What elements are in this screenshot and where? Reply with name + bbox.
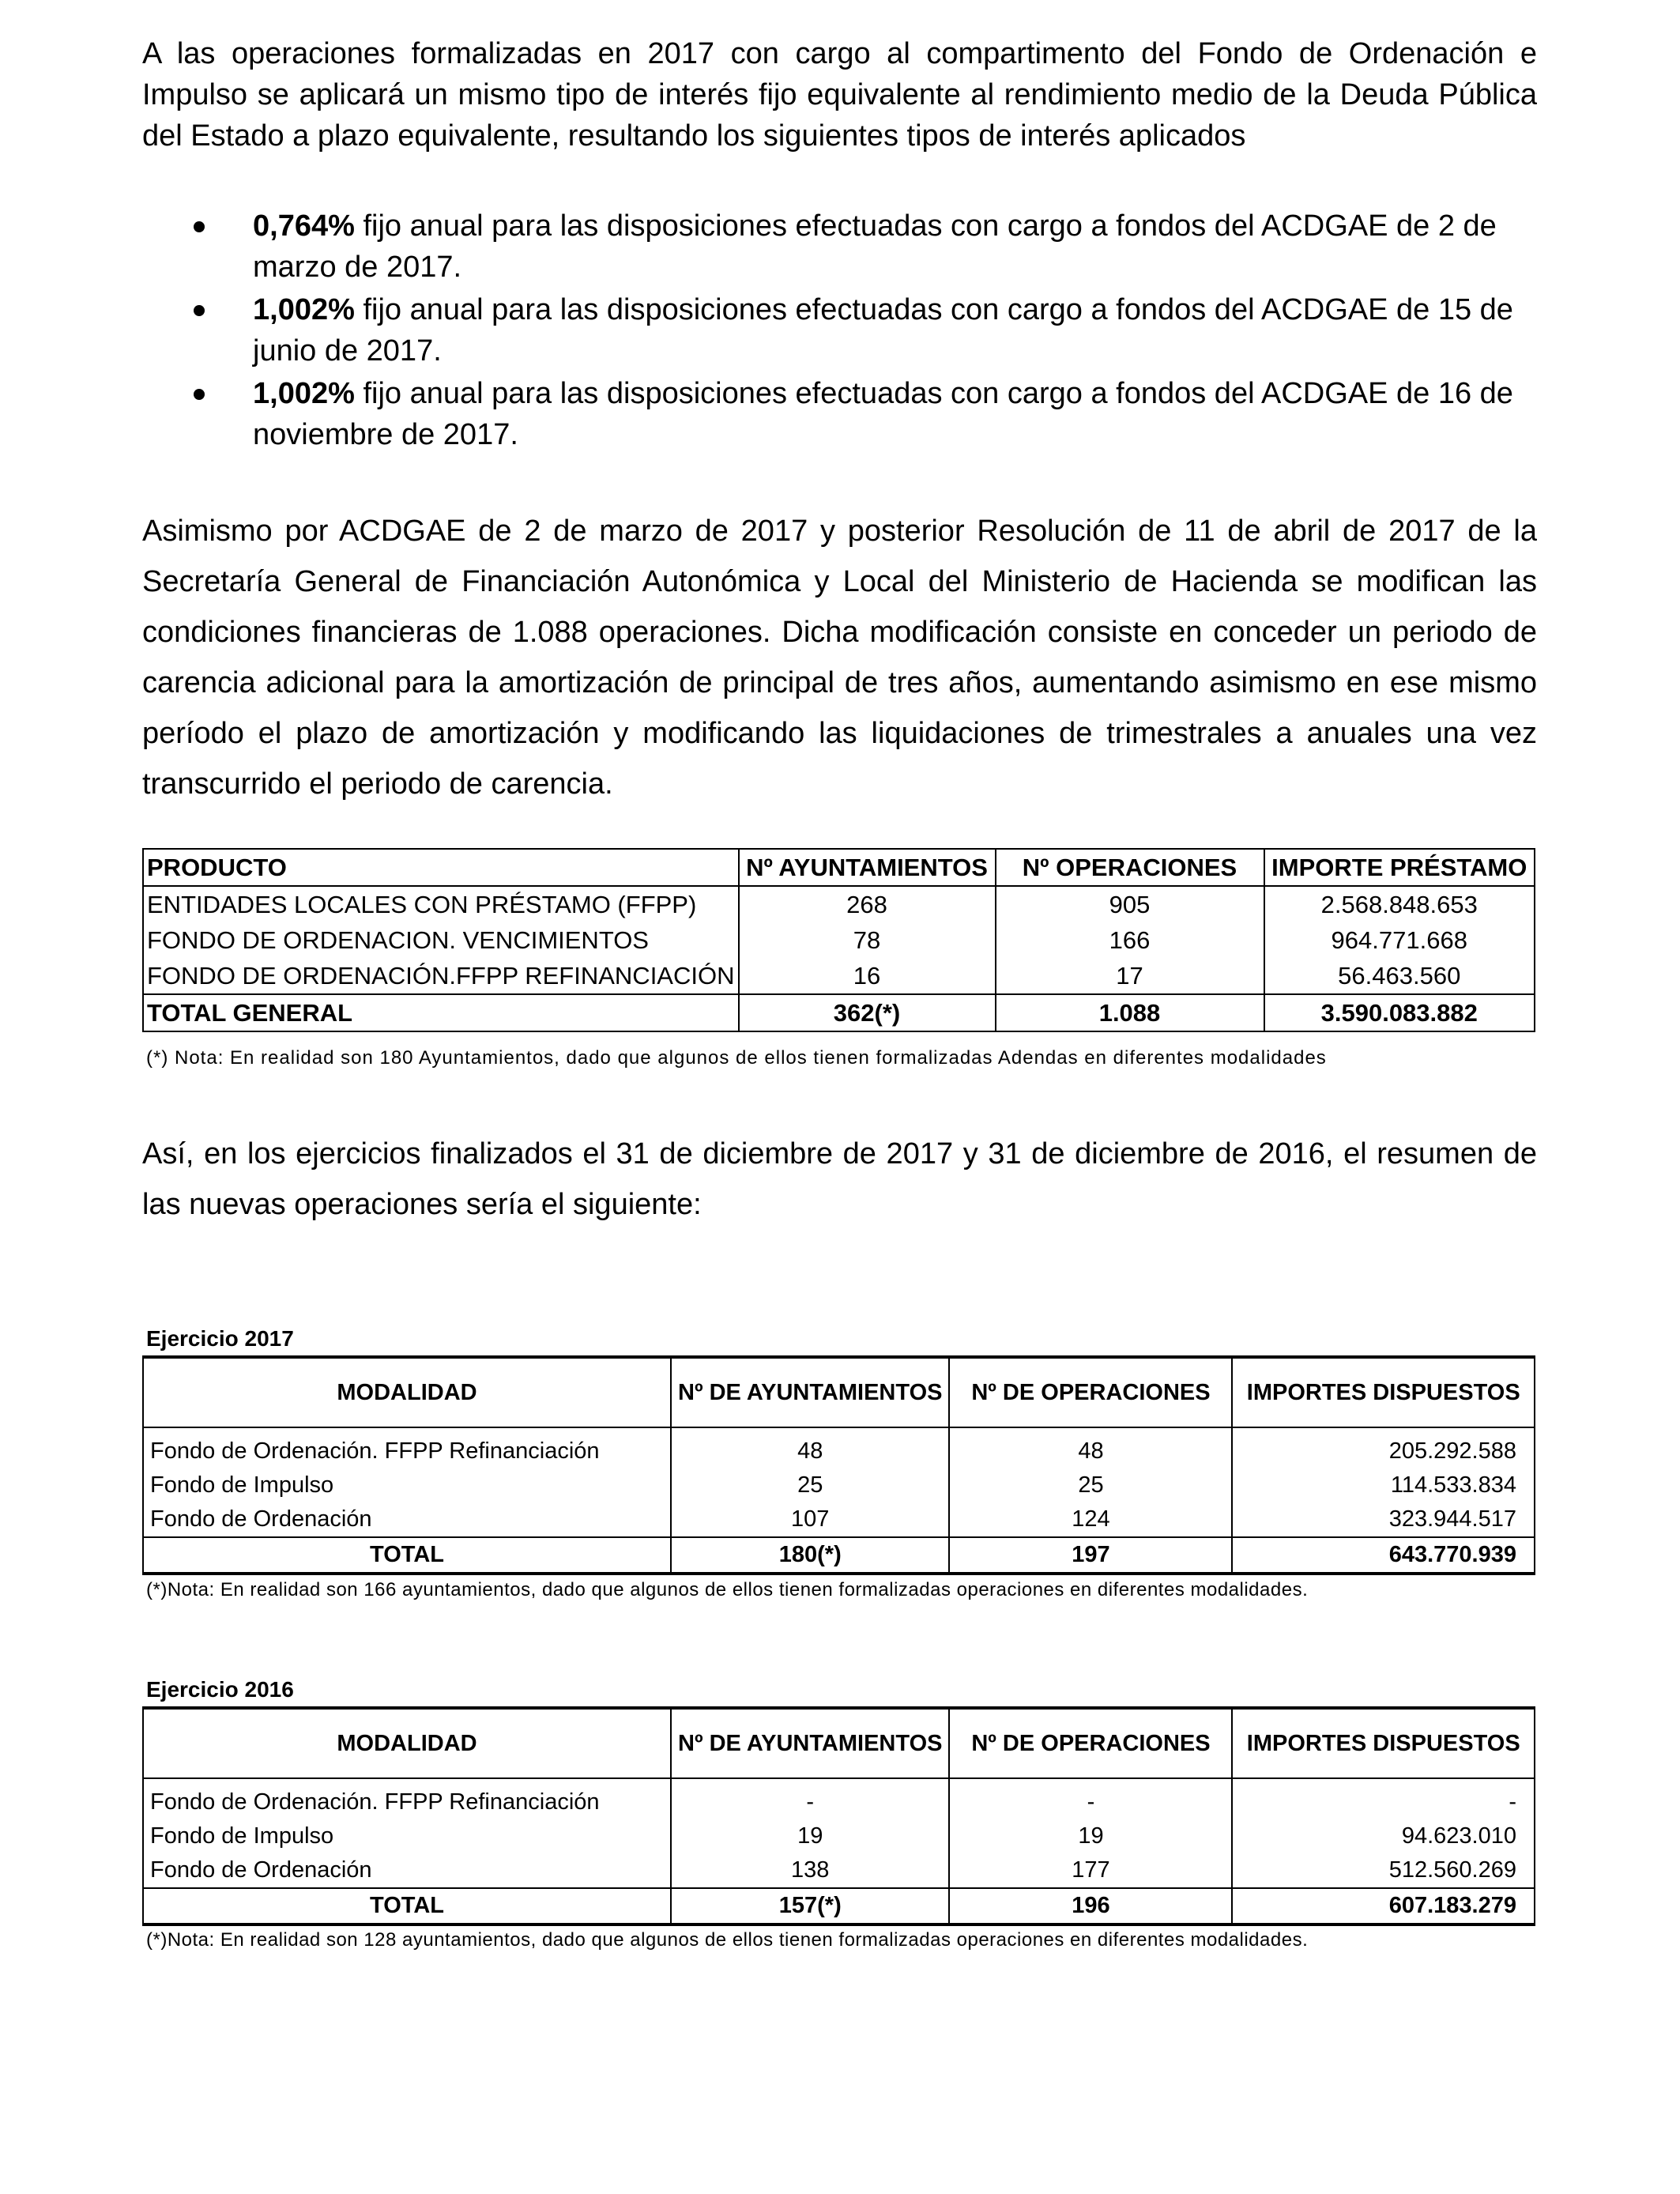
table-cell: 16 <box>739 958 996 994</box>
table-cell: 48 <box>671 1427 949 1468</box>
rate-description: fijo anual para las disposiciones efectuadas con cargo a fondos del ACDGAE de 16 de noviembre de 2017. <box>253 377 1513 451</box>
table-total-row <box>143 994 1535 1031</box>
intro-paragraph: A las operaciones formalizadas en 2017 con cargo al compartimento del Fondo de Ordenación e Impulso se aplicará un mismo tipo de interés fijo equivalente al rendimiento medio de la Deuda Pública del Estado a plazo equivalente, resultando los siguientes tipos de interés aplicados <box>142 37 1537 153</box>
table-row <box>143 886 1535 922</box>
table-cell: 19 <box>671 1819 949 1853</box>
rate-value: 1,002% <box>253 293 355 326</box>
table-cell: 964.771.668 <box>1264 922 1535 958</box>
table-cell: TOTAL <box>143 1888 671 1924</box>
table-footnote: (*)Nota: En realidad son 166 ayuntamientos, dado que algunos de ellos tienen formalizadas operaciones en diferentes modalidades. <box>146 1579 1309 1600</box>
table-header-row <box>143 849 1535 886</box>
header-cell: MODALIDAD <box>143 1708 671 1778</box>
rate-description: fijo anual para las disposiciones efectuadas con cargo a fondos del ACDGAE de 2 de marzo de 2017. <box>253 209 1497 284</box>
table-cell: 19 <box>949 1819 1232 1853</box>
table-row <box>143 958 1535 994</box>
modification-paragraph: Asimismo por ACDGAE de 2 de marzo de 2017 y posterior Resolución de 11 de abril de 2017 de la Secretaría General de Financiación Autonómica y Local del Ministerio de Hacienda se modifican las condiciones financieras de 1.088 operaciones. Dicha modificación consiste en conceder un periodo de carencia adicional para la amortización de principal de tres años, aumentando asimismo en ese mismo período el plazo de amortización y modificando las liquidaciones de trimestrales a anuales una vez transcurrido el periodo de carencia. <box>142 515 1537 801</box>
table-cell: 643.770.939 <box>1232 1537 1535 1574</box>
table-row <box>143 1468 1535 1502</box>
table-cell: - <box>949 1778 1232 1819</box>
rate-description: fijo anual para las disposiciones efectuadas con cargo a fondos del ACDGAE de 15 de junio de 2017. <box>253 293 1513 368</box>
table-cell: Fondo de Ordenación. FFPP Refinanciación <box>143 1427 671 1468</box>
table-cell: 25 <box>671 1468 949 1502</box>
table-total-row <box>143 1537 1535 1574</box>
table-cell: 94.623.010 <box>1232 1819 1535 1853</box>
header-cell: Nº DE OPERACIONES <box>949 1708 1232 1778</box>
table-cell: TOTAL GENERAL <box>143 994 739 1031</box>
interest-rate-list <box>198 205 1541 457</box>
rate-value: 0,764% <box>253 209 355 243</box>
table-row <box>143 1502 1535 1537</box>
table-cell: TOTAL <box>143 1537 671 1574</box>
table-footnote: (*)Nota: En realidad son 128 ayuntamientos, dado que algunos de ellos tienen formalizadas operaciones en diferentes modalidades. <box>146 1929 1309 1951</box>
header-cell: Nº DE AYUNTAMIENTOS <box>671 1708 949 1778</box>
table-cell: 48 <box>949 1427 1232 1468</box>
table-cell: Fondo de Impulso <box>143 1819 671 1853</box>
bullet-icon <box>194 305 205 316</box>
table-cell: 197 <box>949 1537 1232 1574</box>
table-cell: 114.533.834 <box>1232 1468 1535 1502</box>
bullet-icon <box>194 221 205 232</box>
table-cell: FONDO DE ORDENACIÓN.FFPP REFINANCIACIÓN <box>143 958 739 994</box>
table-row <box>143 1778 1535 1819</box>
table-cell: 268 <box>739 886 996 922</box>
table-cell: 180(*) <box>671 1537 949 1574</box>
header-cell: Nº DE OPERACIONES <box>949 1357 1232 1427</box>
rate-value: 1,002% <box>253 377 355 410</box>
list-item <box>198 373 1541 455</box>
header-cell: IMPORTES DISPUESTOS <box>1232 1708 1535 1778</box>
table-row <box>143 922 1535 958</box>
header-cell: MODALIDAD <box>143 1357 671 1427</box>
table-cell: 196 <box>949 1888 1232 1924</box>
table-2017 <box>142 1355 1535 1575</box>
table-cell: 323.944.517 <box>1232 1502 1535 1537</box>
table-cell: 512.560.269 <box>1232 1853 1535 1888</box>
table-cell: 1.088 <box>996 994 1264 1031</box>
table-header-row <box>143 1708 1535 1778</box>
table-cell: Fondo de Ordenación <box>143 1853 671 1888</box>
header-cell: IMPORTES DISPUESTOS <box>1232 1357 1535 1427</box>
table-cell: 17 <box>996 958 1264 994</box>
header-cell: Nº DE AYUNTAMIENTOS <box>671 1357 949 1427</box>
table-cell: 905 <box>996 886 1264 922</box>
header-cell: PRODUCTO <box>143 849 739 886</box>
table-cell: 362(*) <box>739 994 996 1031</box>
table-cell: Fondo de Ordenación. FFPP Refinanciación <box>143 1778 671 1819</box>
header-cell: IMPORTE PRÉSTAMO <box>1264 849 1535 886</box>
table-cell: 157(*) <box>671 1888 949 1924</box>
table-cell: Fondo de Impulso <box>143 1468 671 1502</box>
table-row <box>143 1819 1535 1853</box>
list-item <box>198 205 1541 288</box>
table-cell: - <box>671 1778 949 1819</box>
table-cell: 2.568.848.653 <box>1264 886 1535 922</box>
table-header-row <box>143 1357 1535 1427</box>
table-footnote: (*) Nota: En realidad son 180 Ayuntamientos, dado que algunos de ellos tienen formalizadas Adendas en diferentes modalidades <box>146 1047 1327 1069</box>
table-cell: - <box>1232 1778 1535 1819</box>
product-summary-table <box>142 848 1535 1032</box>
header-cell: Nº OPERACIONES <box>996 849 1264 886</box>
table-cell: 107 <box>671 1502 949 1537</box>
table-cell: 177 <box>949 1853 1232 1888</box>
table-cell: 138 <box>671 1853 949 1888</box>
table-cell: FONDO DE ORDENACION. VENCIMIENTOS <box>143 922 739 958</box>
table-cell: 607.183.279 <box>1232 1888 1535 1924</box>
table-cell: 124 <box>949 1502 1232 1537</box>
table-cell: 166 <box>996 922 1264 958</box>
table-caption: Ejercicio 2017 <box>146 1326 294 1351</box>
table-cell: 56.463.560 <box>1264 958 1535 994</box>
table-cell: 205.292.588 <box>1232 1427 1535 1468</box>
bullet-icon <box>194 389 205 400</box>
table-row <box>143 1427 1535 1468</box>
table-cell: 25 <box>949 1468 1232 1502</box>
table-cell: ENTIDADES LOCALES CON PRÉSTAMO (FFPP) <box>143 886 739 922</box>
list-item <box>198 289 1541 371</box>
table-cell: 3.590.083.882 <box>1264 994 1535 1031</box>
table-cell: Fondo de Ordenación <box>143 1502 671 1537</box>
table-total-row <box>143 1888 1535 1924</box>
table-2016 <box>142 1706 1535 1926</box>
header-cell: Nº AYUNTAMIENTOS <box>739 849 996 886</box>
summary-paragraph: Así, en los ejercicios finalizados el 31 de diciembre de 2017 y 31 de diciembre de 2016, el resumen de las nuevas operaciones sería el siguiente: <box>142 1137 1537 1221</box>
table-row <box>143 1853 1535 1888</box>
table-caption: Ejercicio 2016 <box>146 1677 294 1702</box>
table-cell: 78 <box>739 922 996 958</box>
